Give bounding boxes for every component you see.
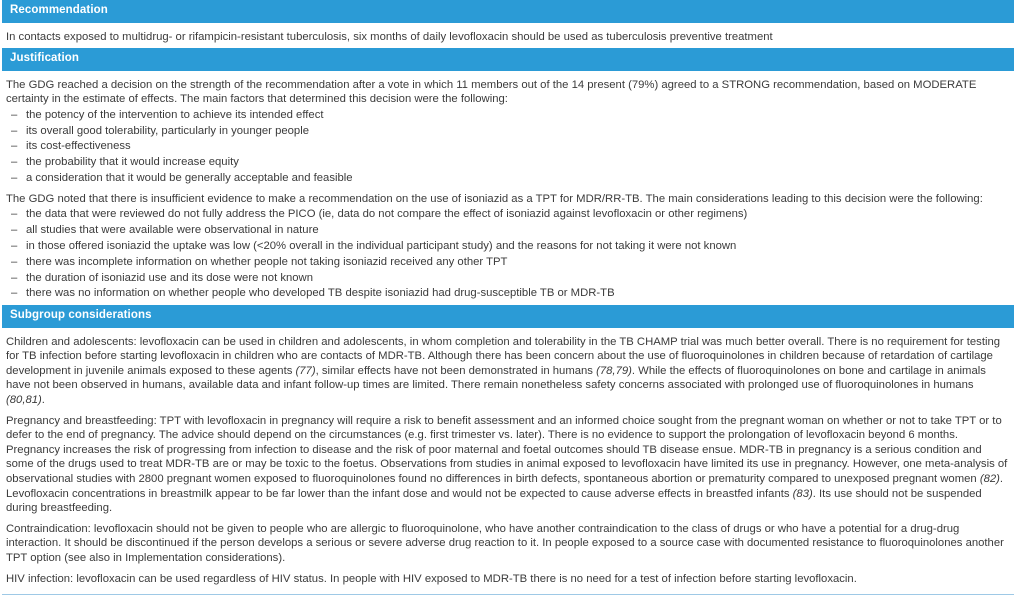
list-item: – all studies that were available were observational in nature bbox=[6, 223, 1010, 238]
section-header-subgroup-considerations: Subgroup considerations bbox=[2, 305, 1014, 328]
citation-82: (82) bbox=[979, 472, 1000, 485]
subgroup-pregnancy-paragraph bbox=[6, 414, 1010, 516]
list-item: – the data that were reviewed do not fully address the PICO (ie, data do not compare the effect of isoniazid against levofloxacin or other regimens) bbox=[6, 207, 1010, 222]
subgroup-children-paragraph bbox=[6, 335, 1010, 408]
list-item: – in those offered isoniazid the uptake was low (<20% overall in the individual participant study) and the reasons for not taking it were not known bbox=[6, 239, 1010, 254]
bottom-rule bbox=[2, 594, 1014, 595]
justification-considerations-list bbox=[6, 207, 1010, 301]
justification-factors-list bbox=[6, 108, 1010, 186]
pregnancy-text-part-2: . Levofloxacin concentrations in breastmilk appear to be far lower than the infant dose and would not be expected to cause adverse effects in breastfed infants bbox=[6, 472, 1004, 500]
section-header-justification: Justification bbox=[2, 48, 1014, 71]
subgroup-body bbox=[0, 335, 1024, 587]
recommendation-body bbox=[0, 30, 1024, 45]
list-item: – the potency of the intervention to achieve its intended effect bbox=[6, 108, 1010, 123]
citation-80-81: (80,81) bbox=[6, 394, 42, 407]
children-text-part-4: . bbox=[41, 394, 45, 407]
list-item: – there was no information on whether people who developed TB despite isoniazid had drug-susceptible TB or MDR-TB bbox=[6, 286, 1010, 301]
left-edge-margin bbox=[0, 0, 2, 600]
children-text-part-2: , similar effects have not been demonstrated in humans bbox=[315, 364, 597, 377]
list-item: – the duration of isoniazid use and its dose were not known bbox=[6, 271, 1010, 286]
justification-intro-paragraph: The GDG reached a decision on the strength of the recommendation after a vote in which 11 members out of the 14 present (79%) agreed to a STRONG recommendation, based on MODERATE certainty in the estimate of effects. The main factors that determined this decision were the following: bbox=[6, 78, 977, 106]
citation-78-79: (78,79) bbox=[596, 364, 632, 377]
subgroup-hiv-paragraph: HIV infection: levofloxacin can be used regardless of HIV status. In people with HIV exposed to MDR-TB there is no need for a test of infection before starting levofloxacin. bbox=[6, 572, 857, 585]
citation-77: (77) bbox=[295, 364, 316, 377]
subgroup-contraindication-paragraph: Contraindication: levofloxacin should not be given to people who are allergic to fluoroquinolone, who have another contraindication to the class of drugs or who have a potential for a drug-drug interaction. It should be discontinued if the person develops a serious or severe adverse drug reaction to it. In people exposed to a source case with documented resistance to fluoroquinolones another TPT option (see also in Implementation considerations). bbox=[6, 522, 1004, 564]
pregnancy-text-part-3: . Its use should not be suspended during breastfeeding. bbox=[6, 487, 982, 515]
recommendation-text: In contacts exposed to multidrug- or rifampicin-resistant tuberculosis, six months of daily levofloxacin should be used as tuberculosis preventive treatment bbox=[6, 30, 773, 43]
section-header-recommendation: Recommendation bbox=[2, 0, 1014, 23]
list-item: – there was incomplete information on whether people not taking isoniazid received any other TPT bbox=[6, 255, 1010, 270]
justification-second-paragraph: The GDG noted that there is insufficient evidence to make a recommendation on the use of isoniazid as a TPT for MDR/RR-TB. The main considerations leading to this decision were the following: bbox=[6, 192, 983, 205]
list-item: – the probability that it would increase equity bbox=[6, 155, 1010, 170]
justification-body bbox=[0, 78, 1024, 302]
children-text-part-3: . While the effects of fluoroquinolones on bone and cartilage in animals have not been observed in humans, available data and infant follow-up times are limited. There remain nonetheless safety concerns associated with prolonged use of fluoroquinolones in humans bbox=[6, 364, 986, 392]
list-item: – its overall good tolerability, particularly in younger people bbox=[6, 124, 1010, 139]
list-item: – a consideration that it would be generally acceptable and feasible bbox=[6, 171, 1010, 186]
list-item: – its cost-effectiveness bbox=[6, 139, 1010, 154]
pregnancy-text-part-1: Pregnancy and breastfeeding: TPT with levofloxacin in pregnancy will require a risk to benefit assessment and an informed choice sought from the pregnant woman on whether or not to take TPT or to defer to the end of pregnancy. The advice should depend on the circumstances (e.g. first trimester vs. later). There is no evidence to support the prolongation of levofloxacin beyond 6 months. Pregnancy increases the risk of progressing from infection to disease and the risk of poor maternal and foetal outcomes should TB disease ensue. MDR-TB in pregnancy is a serious condition and some of the drugs used to treat MDR-TB are or may be toxic to the foetus. Observations from studies in animal exposed to levofloxacin have limited its use in pregnancy. However, one meta-analysis of observational studies with 2800 pregnant women exposed to fluoroquinolones found no differences in birth defects, spontaneous abortion or prematurity compared to unexposed pregnant women bbox=[6, 414, 1008, 485]
citation-83: (83) bbox=[792, 487, 813, 500]
children-text-part-1: Children and adolescents: levofloxacin can be used in children and adolescents, in whom completion and tolerability in the TB CHAMP trial was much better overall. There is no requirement for testing for TB infection before starting levofloxacin in children who are contacts of MDR-TB. Although there has been concern about the use of fluoroquinolones in children because of retardation of cartilage development in juvenile animals exposed to these agents bbox=[6, 335, 1001, 377]
